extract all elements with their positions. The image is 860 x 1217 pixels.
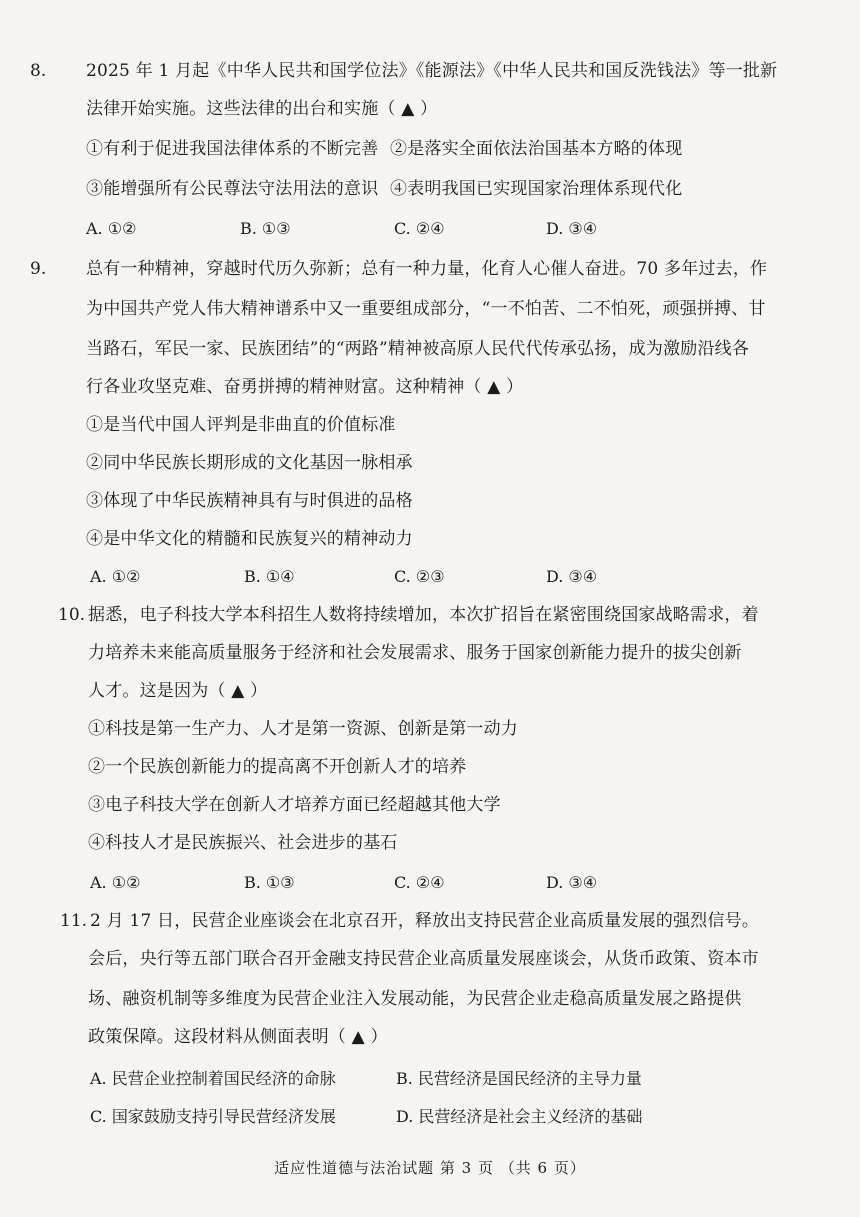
- option-a: A. 民营企业控制着国民经济的命脉: [90, 1069, 336, 1088]
- question-stem-line: 当路石，军民一家、民族团结”的“两路”精神被高原人民代代传承弘扬，成为激励沿线各: [86, 339, 750, 359]
- question-stem-line: 为中国共产党人伟大精神谱系中又一重要组成部分，“一不怕苦、二不怕死，顽强拼搏、甘: [86, 299, 766, 319]
- option-c: C. ②④: [394, 219, 445, 238]
- statement-2: ②一个民族创新能力的提高离不开创新人才的培养: [88, 757, 467, 777]
- option-d: D. 民营经济是社会主义经济的基础: [396, 1107, 643, 1126]
- option-b: B. ①③: [244, 873, 295, 892]
- question-stem-line: 法律开始实施。这些法律的出台和实施（ ▲ ）: [86, 99, 438, 119]
- question-stem-line: 据悉，电子科技大学本科招生人数将持续增加，本次扩招旨在紧密围绕国家战略需求，着: [88, 605, 759, 625]
- question-stem-line: 政策保障。这段材料从侧面表明（ ▲ ）: [88, 1027, 388, 1047]
- question-number: 9.: [30, 259, 47, 279]
- statement-1: ①是当代中国人评判是非曲直的价值标准: [86, 415, 396, 435]
- question-stem-line: 行各业攻坚克难、奋勇拼搏的精神财富。这种精神（ ▲ ）: [86, 377, 524, 397]
- question-stem-line: 总有一种精神，穿越时代历久弥新；总有一种力量，化育人心催人奋进。70 多年过去，作: [86, 259, 768, 279]
- option-b: B. ①④: [244, 567, 295, 586]
- question-stem-line: 力培养未来能高质量服务于经济和社会发展需求、服务于国家创新能力提升的拔尖创新: [88, 643, 742, 663]
- option-d: D. ③④: [546, 567, 598, 586]
- statement-3: ③电子科技大学在创新人才培养方面已经超越其他大学: [88, 795, 501, 815]
- option-d: D. ③④: [546, 219, 598, 238]
- option-c: C. ②④: [394, 873, 445, 892]
- statement-3: ③能增强所有公民尊法守法用法的意识: [86, 179, 379, 199]
- question-stem-line: 2025 年 1 月起《中华人民共和国学位法》《能源法》《中华人民共和国反洗钱法》等一批新: [86, 61, 778, 81]
- option-b: B. ①③: [240, 219, 291, 238]
- question-number: 8.: [30, 61, 47, 81]
- option-b: B. 民营经济是国民经济的主导力量: [396, 1069, 642, 1088]
- statement-4: ④是中华文化的精髓和民族复兴的精神动力: [86, 529, 413, 549]
- option-d: D. ③④: [546, 873, 598, 892]
- option-a: A. ①②: [90, 873, 141, 892]
- question-number: 11.: [60, 911, 88, 931]
- question-number: 10.: [58, 605, 86, 625]
- option-c: C. ②③: [394, 567, 445, 586]
- statement-2: ②是落实全面依法治国基本方略的体现: [390, 139, 683, 159]
- statement-3: ③体现了中华民族精神具有与时俱进的品格: [86, 491, 413, 511]
- option-c: C. 国家鼓励支持引导民营经济发展: [90, 1107, 336, 1126]
- question-stem-line: 2 月 17 日，民营企业座谈会在北京召开，释放出支持民营企业高质量发展的强烈信号。: [90, 911, 760, 931]
- statement-1: ①科技是第一生产力、人才是第一资源、创新是第一动力: [88, 719, 518, 739]
- question-stem-line: 会后，央行等五部门联合召开金融支持民营企业高质量发展座谈会，从货币政策、资本市: [88, 949, 759, 969]
- statement-2: ②同中华民族长期形成的文化基因一脉相承: [86, 453, 413, 473]
- question-stem-line: 场、融资机制等多维度为民营企业注入发展动能，为民营企业走稳高质量发展之路提供: [88, 989, 742, 1009]
- statement-4: ④科技人才是民族振兴、社会进步的基石: [88, 833, 398, 853]
- option-a: A. ①②: [90, 567, 141, 586]
- page-footer: 适应性道德与法治试题 第 3 页 （共 6 页）: [274, 1159, 586, 1177]
- option-a: A. ①②: [86, 219, 137, 238]
- question-stem-line: 人才。这是因为（ ▲ ）: [88, 681, 268, 701]
- statement-1: ①有利于促进我国法律体系的不断完善: [86, 139, 379, 159]
- statement-4: ④表明我国已实现国家治理体系现代化: [390, 179, 683, 199]
